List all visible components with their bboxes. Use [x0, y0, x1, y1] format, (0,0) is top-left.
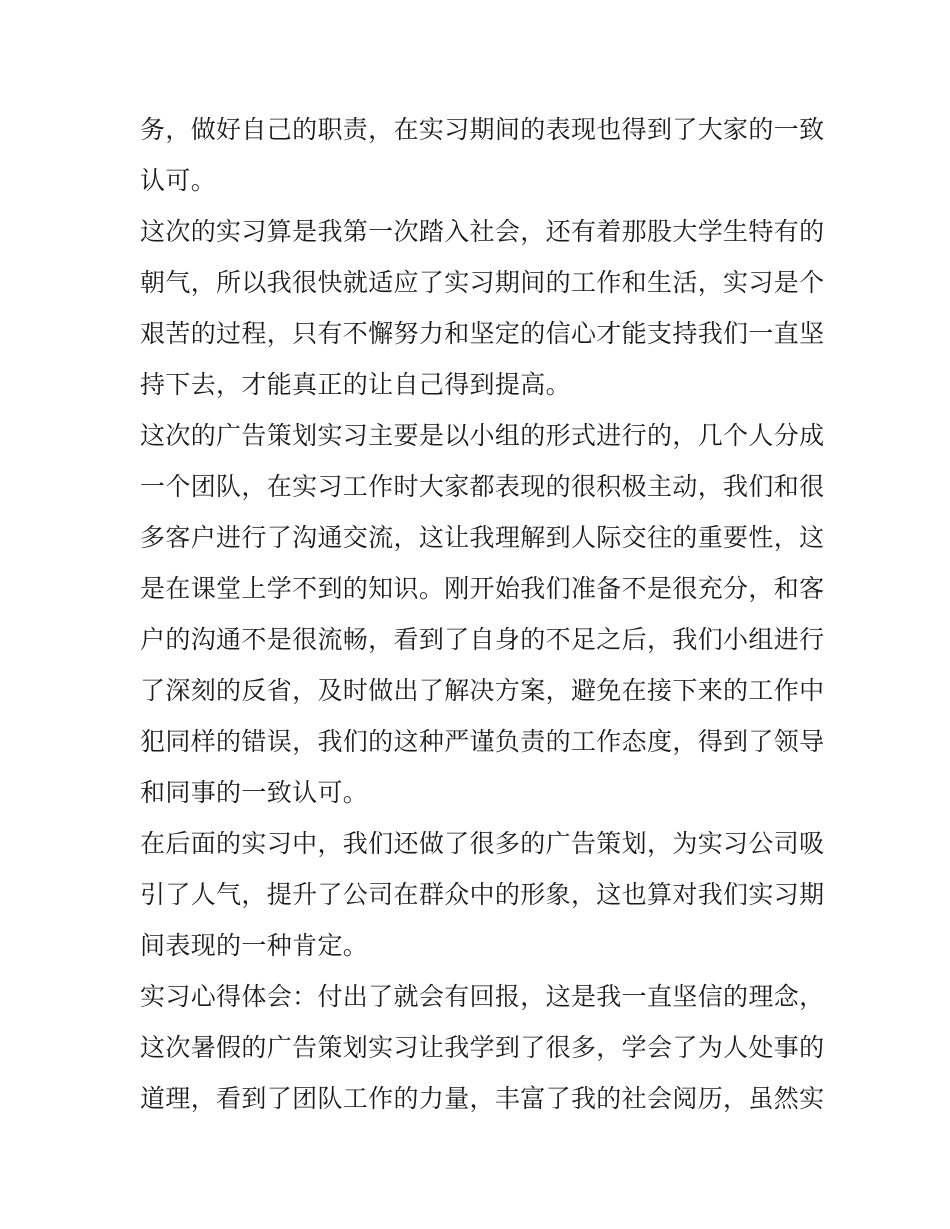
text-line: 一个团队，在实习工作时大家都表现的很积极主动，我们和很 [140, 472, 825, 501]
text-line: 间表现的一种肯定。 [140, 931, 369, 960]
text-line: 犯同样的错误，我们的这种严谨负责的工作态度，得到了领导 [140, 727, 825, 756]
text-line: 务，做好自己的职责，在实习期间的表现也得到了大家的一致 [140, 115, 825, 144]
text-line: 实习心得体会：付出了就会有回报，这是我一直坚信的理念， [140, 982, 825, 1011]
text-line: 和同事的一致认可。 [140, 778, 369, 807]
text-line: 这次的实习算是我第一次踏入社会，还有着那股大学生特有的 [140, 217, 825, 246]
text-line: 了深刻的反省，及时做出了解决方案，避免在接下来的工作中 [140, 676, 825, 705]
text-line: 引了人气，提升了公司在群众中的形象，这也算对我们实习期 [140, 880, 825, 909]
text-line: 道理，看到了团队工作的力量，丰富了我的社会阅历，虽然实 [140, 1084, 825, 1113]
text-line: 户的沟通不是很流畅，看到了自身的不足之后，我们小组进行 [140, 625, 825, 654]
text-line: 在后面的实习中，我们还做了很多的广告策划，为实习公司吸 [140, 829, 825, 858]
text-line: 这次暑假的广告策划实习让我学到了很多，学会了为人处事的 [140, 1033, 825, 1062]
text-line: 持下去，才能真正的让自己得到提高。 [140, 370, 571, 399]
text-line: 这次的广告策划实习主要是以小组的形式进行的，几个人分成 [140, 421, 825, 450]
text-line: 认可。 [140, 166, 217, 195]
document-body [140, 104, 825, 1124]
text-line: 艰苦的过程，只有不懈努力和坚定的信心才能支持我们一直坚 [140, 319, 825, 348]
text-line: 是在课堂上学不到的知识。刚开始我们准备不是很充分，和客 [140, 574, 825, 603]
text-line: 多客户进行了沟通交流，这让我理解到人际交往的重要性，这 [140, 523, 825, 552]
text-line: 朝气，所以我很快就适应了实习期间的工作和生活，实习是个 [140, 268, 825, 297]
